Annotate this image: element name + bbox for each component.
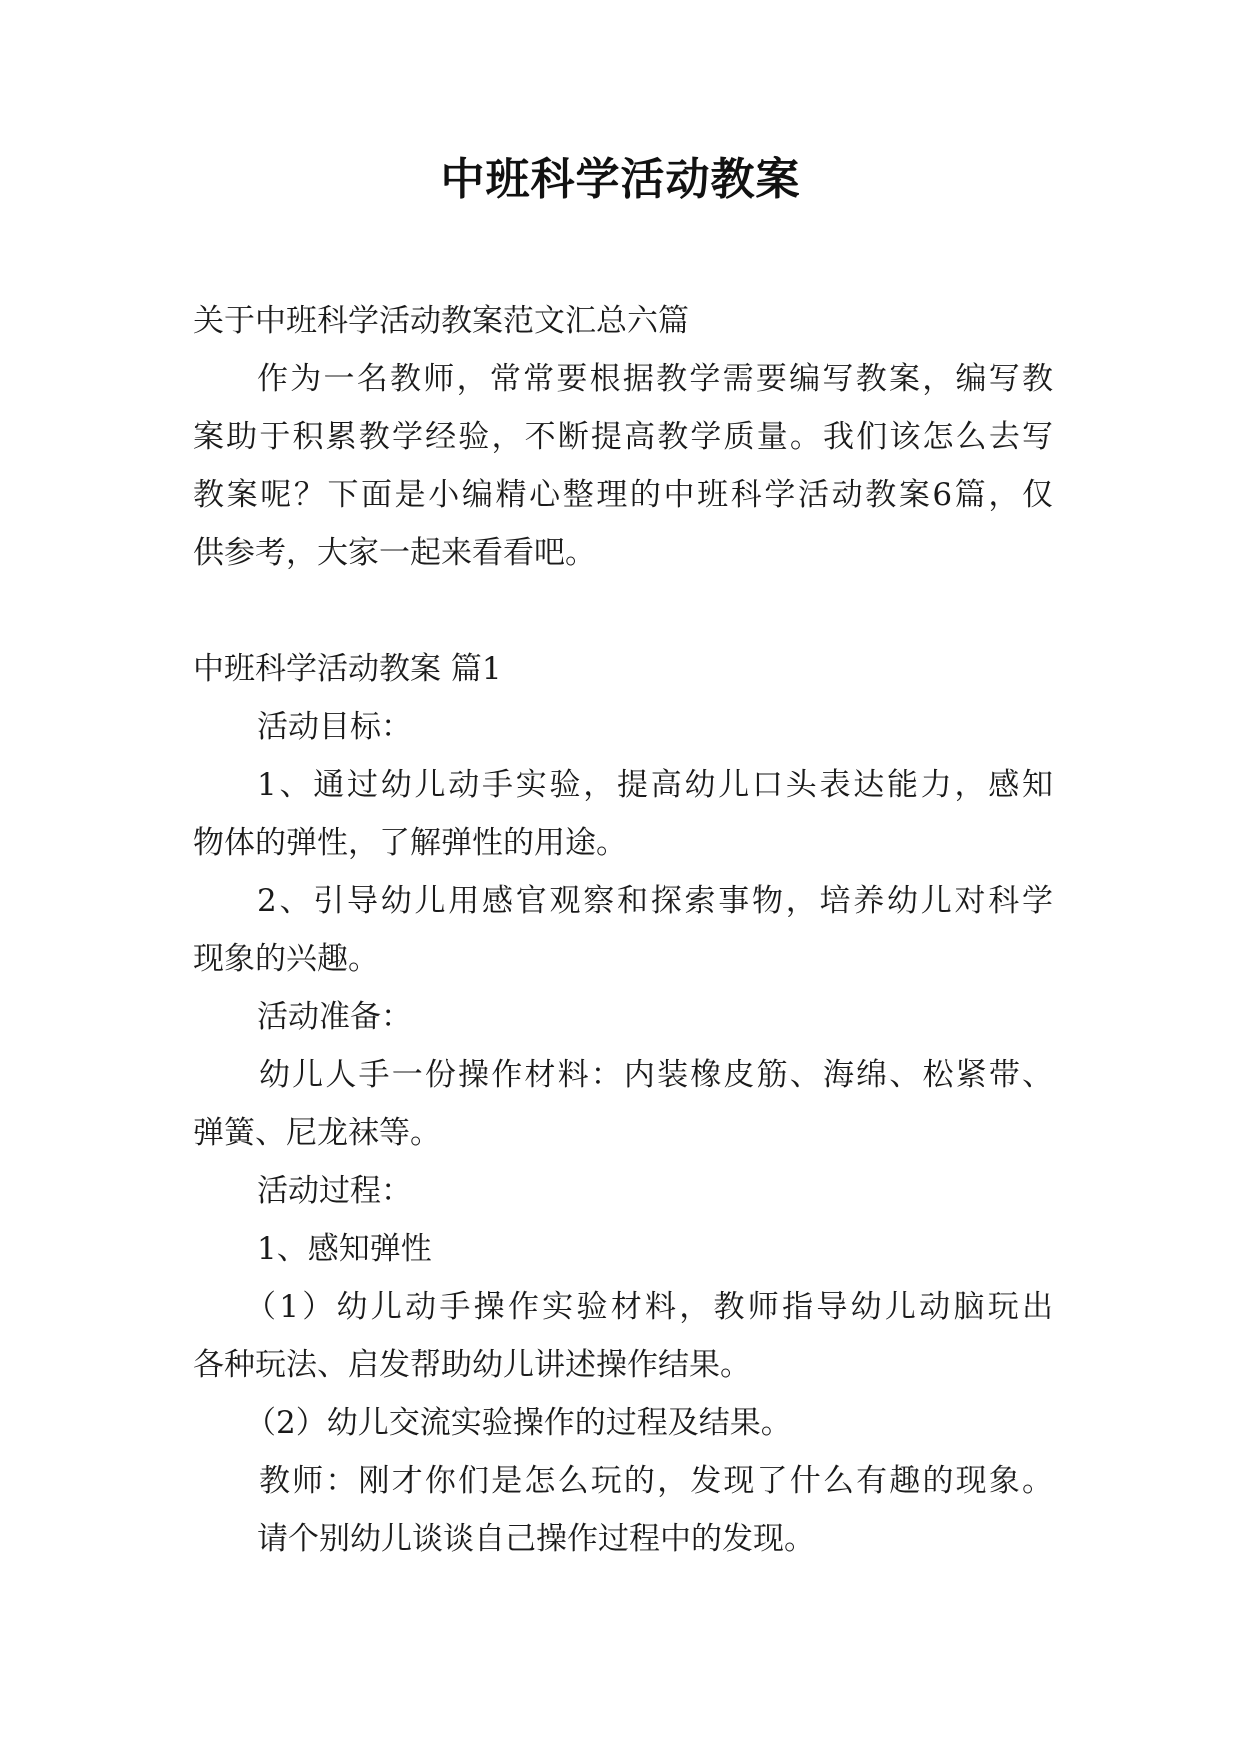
intro-line-1: 作为一名教师，常常要根据教学需要编写教案，编写教 <box>257 361 1053 397</box>
spacer <box>193 582 1053 640</box>
step1b: （2）幼儿交流实验操作的过程及结果。 <box>245 1405 792 1441</box>
step1a-line-2: 各种玩法、启发帮助幼儿讲述操作结果。 <box>193 1347 751 1383</box>
intro-line-3: 教案呢？下面是小编精心整理的中班科学活动教案6篇，仅 <box>193 477 1053 513</box>
prep-label: 活动准备： <box>257 999 412 1035</box>
teacher-line: 教师：刚才你们是怎么玩的，发现了什么有趣的现象。 <box>259 1463 1053 1499</box>
intro-line-2: 案助于积累教学经验，不断提高教学质量。我们该怎么去写 <box>193 419 1053 455</box>
ask-line: 请个别幼儿谈谈自己操作过程中的发现。 <box>257 1521 815 1557</box>
section-heading: 中班科学活动教案 篇1 <box>193 651 502 687</box>
process-label: 活动过程： <box>257 1173 412 1209</box>
subtitle: 关于中班科学活动教案范文汇总六篇 <box>193 303 689 339</box>
document-body <box>193 292 1053 1568</box>
step1a-line-1: （1）幼儿动手操作实验材料，教师指导幼儿动脑玩出 <box>245 1289 1053 1325</box>
goal1-line-1: 1、通过幼儿动手实验，提高幼儿口头表达能力，感知 <box>257 767 1053 803</box>
goal2-line-1: 2、引导幼儿用感官观察和探索事物，培养幼儿对科学 <box>257 883 1053 919</box>
document-title: 中班科学活动教案 <box>440 154 801 205</box>
prep-line-2: 弹簧、尼龙袜等。 <box>193 1115 441 1151</box>
prep-line-1: 幼儿人手一份操作材料：内装橡皮筋、海绵、松紧带、 <box>259 1057 1053 1093</box>
goal2-line-2: 现象的兴趣。 <box>193 941 379 977</box>
intro-line-4: 供参考，大家一起来看看吧。 <box>193 535 596 571</box>
goal1-line-2: 物体的弹性，了解弹性的用途。 <box>193 825 627 861</box>
step1: 1、感知弹性 <box>257 1231 432 1267</box>
goal-label: 活动目标： <box>257 709 412 745</box>
